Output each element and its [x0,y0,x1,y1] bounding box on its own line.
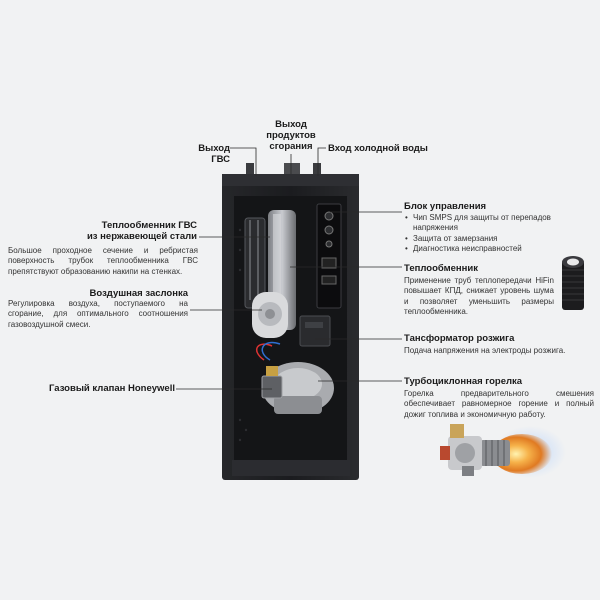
label-cold-water-in: Вход холодной воды [328,143,428,154]
list-item: • Диагностика неисправностей [405,244,593,254]
ignition-transformer-body [300,316,330,346]
list-item: • Защита от замерзания [405,234,593,244]
label-hot-water-out: Выход ГВС [198,143,230,165]
desc-ignition-transformer: Подача напряжения на электроды розжига. [404,346,566,355]
label-air-damper: Воздушная заслонка [89,288,188,299]
air-damper-body [252,292,288,338]
burner-thumbnail [440,424,566,478]
desc-heat-exchanger: Применение труб теплопередачи HiFin повышает КПД, снижает уровень шума и позволяет уменьшить размеры теплообменника. [404,276,554,316]
desc-air-damper: Регулировка воздуха, поступаемого на сгорание, для оптимального соотношения газовоздушной смеси. [8,299,188,329]
label-control-unit: Блок управления [404,201,487,212]
heat-exchanger-thumbnail [562,256,584,310]
label-heat-exchanger: Теплообменник [404,263,478,274]
list-item: • Чип SMPS для защиты от перепадов напряжения [405,213,593,234]
label-ignition-transformer: Тансформатор розжига [404,333,515,344]
desc-turbo-burner: Горелка предварительного смешения обеспечивает равномерное горение и полный дожиг топлива и экономичную работу. [404,389,594,419]
control-unit-panel [317,204,341,308]
label-turbo-burner: Турбоциклонная горелка [404,376,523,387]
desc-dhw-exchanger: Большое проходное сечение и ребристая поверхность трубок теплообменника ГВС препятствуют образованию накипи на стенках. [8,246,198,276]
label-flue-out: Выход продуктов сгорания [266,119,316,152]
label-dhw-exchanger: Теплообменник ГВС из нержавеющей стали [86,220,197,242]
label-gas-valve: Газовый клапан Honeywell [49,383,175,394]
control-unit-features [405,213,593,254]
